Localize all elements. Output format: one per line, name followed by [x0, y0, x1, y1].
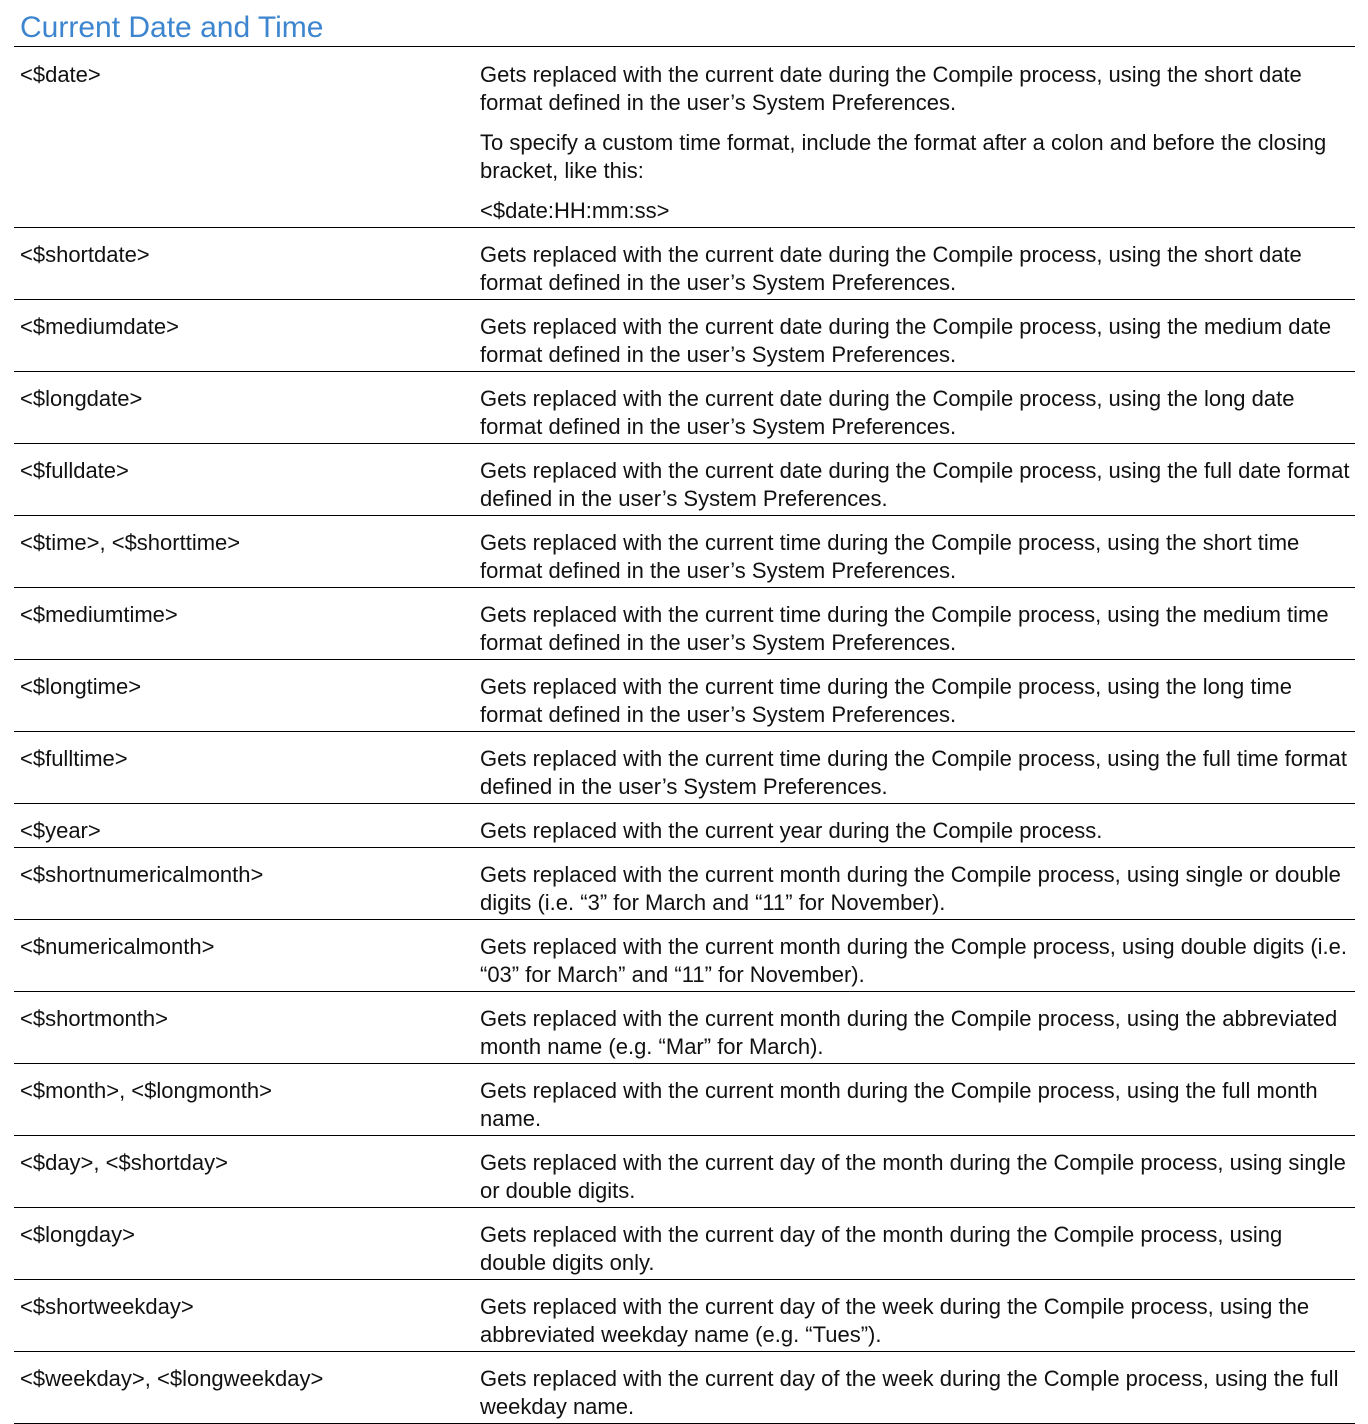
description-paragraph: <$date:HH:mm:ss>	[480, 198, 670, 223]
table-row	[14, 1136, 1355, 1208]
table-row	[14, 848, 1355, 920]
placeholder-description	[480, 1293, 1350, 1349]
placeholder-description	[480, 1077, 1350, 1133]
placeholder-tag: <$month>, <$longmonth>	[20, 1078, 272, 1103]
placeholder-description	[480, 601, 1350, 657]
table-row	[14, 1352, 1355, 1424]
placeholder-tag: <$shortweekday>	[20, 1294, 194, 1319]
placeholder-description	[480, 1365, 1350, 1421]
description-paragraph: Gets replaced with the current date during the Compile process, using the short date format defined in the user’s System Preferences.	[480, 62, 1302, 115]
description-paragraph: Gets replaced with the current day of the week during the Compile process, using the abbreviated weekday name (e.g. “Tues”).	[480, 1294, 1310, 1347]
placeholder-description	[480, 1005, 1350, 1061]
description-paragraph: Gets replaced with the current date during the Compile process, using the long date format defined in the user’s System Preferences.	[480, 386, 1295, 439]
placeholder-description	[480, 933, 1350, 989]
placeholder-tag: <$shortmonth>	[20, 1006, 168, 1031]
placeholder-table	[14, 48, 1355, 1424]
table-row	[14, 992, 1355, 1064]
placeholder-description	[480, 861, 1350, 917]
placeholder-description	[480, 313, 1350, 369]
placeholder-tag: <$numericalmonth>	[20, 934, 215, 959]
table-row	[14, 588, 1355, 660]
placeholder-tag: <$year>	[20, 818, 101, 843]
placeholder-tag: <$shortdate>	[20, 242, 150, 267]
description-paragraph: Gets replaced with the current time during the Compile process, using the medium time format defined in the user’s System Preferences.	[480, 602, 1329, 655]
placeholder-tag: <$fulldate>	[20, 458, 129, 483]
table-row	[14, 660, 1355, 732]
placeholder-description	[480, 61, 1350, 225]
placeholder-tag: <$weekday>, <$longweekday>	[20, 1366, 324, 1391]
table-row	[14, 804, 1355, 848]
placeholder-description	[480, 1221, 1350, 1277]
table-row	[14, 372, 1355, 444]
title-rule	[14, 46, 1355, 47]
table-row	[14, 516, 1355, 588]
description-paragraph: Gets replaced with the current day of the month during the Compile process, using single or double digits.	[480, 1150, 1346, 1203]
description-paragraph: Gets replaced with the current date during the Compile process, using the short date format defined in the user’s System Preferences.	[480, 242, 1302, 295]
description-paragraph: To specify a custom time format, include the format after a colon and before the closing bracket, like this:	[480, 130, 1327, 183]
placeholder-tag: <$shortnumericalmonth>	[20, 862, 264, 887]
placeholder-tag: <$longtime>	[20, 674, 142, 699]
description-paragraph: Gets replaced with the current time during the Compile process, using the full time format defined in the user’s System Preferences.	[480, 746, 1347, 799]
table-row	[14, 1208, 1355, 1280]
table-row	[14, 48, 1355, 228]
placeholder-tag: <$mediumtime>	[20, 602, 178, 627]
description-paragraph: Gets replaced with the current time during the Compile process, using the long time format defined in the user’s System Preferences.	[480, 674, 1292, 727]
placeholder-description	[480, 673, 1350, 729]
placeholder-tag: <$date>	[20, 62, 101, 87]
description-paragraph: Gets replaced with the current date during the Compile process, using the medium date format defined in the user’s System Preferences.	[480, 314, 1332, 367]
table-row	[14, 444, 1355, 516]
placeholder-tag: <$mediumdate>	[20, 314, 179, 339]
table-row	[14, 920, 1355, 992]
description-paragraph: Gets replaced with the current month during the Compile process, using single or double digits (i.e. “3” for March and “11” for November).	[480, 862, 1341, 915]
section-title: Current Date and Time	[20, 11, 324, 44]
description-paragraph: Gets replaced with the current month during the Compile process, using the abbreviated month name (e.g. “Mar” for March).	[480, 1006, 1338, 1059]
placeholder-tag: <$fulltime>	[20, 746, 128, 771]
placeholder-tag: <$time>, <$shorttime>	[20, 530, 241, 555]
placeholder-description	[480, 529, 1350, 585]
placeholder-description	[480, 385, 1350, 441]
table-row	[14, 1280, 1355, 1352]
table-row	[14, 732, 1355, 804]
description-paragraph: Gets replaced with the current date during the Compile process, using the full date format defined in the user’s System Preferences.	[480, 458, 1350, 511]
description-paragraph: Gets replaced with the current month during the Comple process, using double digits (i.e. “03” for March” and “11” for November).	[480, 934, 1348, 987]
placeholder-description	[480, 745, 1350, 801]
table-row	[14, 300, 1355, 372]
description-paragraph: Gets replaced with the current year during the Compile process.	[480, 818, 1103, 843]
description-paragraph: Gets replaced with the current month during the Compile process, using the full month name.	[480, 1078, 1318, 1131]
description-paragraph: Gets replaced with the current day of the week during the Comple process, using the full weekday name.	[480, 1366, 1339, 1419]
placeholder-description	[480, 817, 1350, 845]
description-paragraph: Gets replaced with the current time during the Compile process, using the short time format defined in the user’s System Preferences.	[480, 530, 1300, 583]
table-row	[14, 1064, 1355, 1136]
placeholder-description	[480, 241, 1350, 297]
placeholder-description	[480, 457, 1350, 513]
placeholder-tag: <$longday>	[20, 1222, 135, 1247]
table-row	[14, 228, 1355, 300]
description-paragraph: Gets replaced with the current day of the month during the Compile process, using double digits only.	[480, 1222, 1283, 1275]
placeholder-tag: <$longdate>	[20, 386, 143, 411]
placeholder-description	[480, 1149, 1350, 1205]
placeholder-tag: <$day>, <$shortday>	[20, 1150, 228, 1175]
